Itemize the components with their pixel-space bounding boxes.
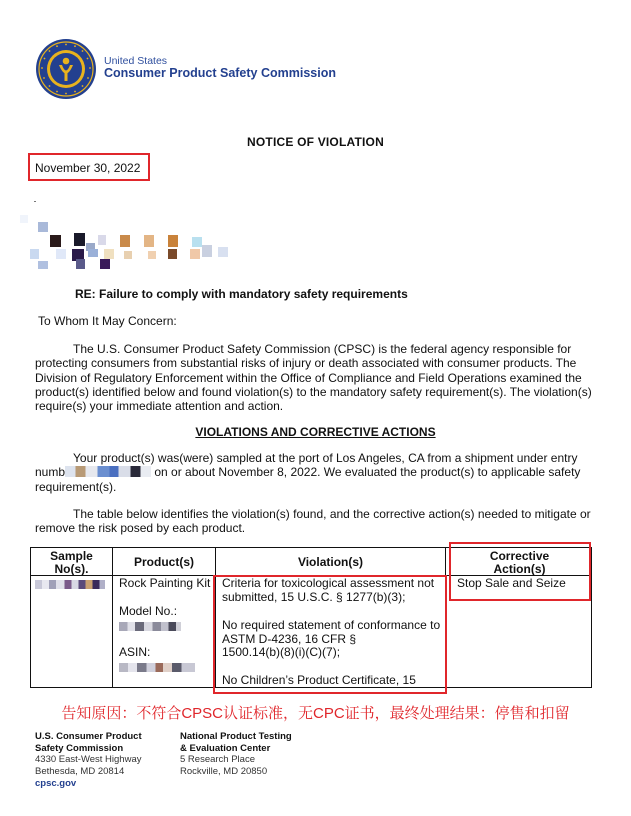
corrective-highlight-box	[449, 542, 591, 601]
redacted-model-number	[119, 620, 181, 634]
greeting: To Whom It May Concern:	[38, 314, 177, 328]
annotation-note: 告知原因：不符合CPSC认证标准，无CPC证书，最终处理结果：停售和扣留	[61, 705, 570, 722]
header-product: Product(s)	[134, 555, 194, 569]
agency-country: United States	[104, 55, 168, 67]
corrective-action: Stop Sale and Seize	[457, 576, 566, 590]
redacted-address	[20, 195, 240, 275]
table-intro-paragraph: The table below identifies the violation(s) found, and the corrective action(s) needed to mitigate or remove the risk posed by each product.	[35, 507, 591, 536]
product-name: Rock Painting Kit	[119, 576, 211, 590]
agency-name: Consumer Product Safety Commission	[104, 66, 336, 80]
header-sample: Sample No(s).	[50, 549, 93, 576]
subject-line: RE: Failure to comply with mandatory safety requirements	[75, 287, 408, 301]
header-violation: Violation(s)	[297, 555, 364, 569]
redacted-entry-number	[65, 466, 151, 477]
cpsc-seal-logo	[35, 38, 97, 100]
footer-testing-center-address: National Product Testing & Evaluation Center 5 Research Place Rockville, MD 20850	[180, 731, 292, 777]
notice-date: November 30, 2022	[35, 161, 141, 175]
violation-toxicological: Criteria for toxicological assessment not submitted, 15 U.S.C. § 1277(b)(3);	[222, 576, 435, 604]
violation-no-cpc: No Children’s Product Certificate, 15	[222, 673, 416, 687]
date-highlight-box	[28, 153, 150, 181]
violation-conformance-statement: No required statement of conformance to ASTM D-4236, 16 CFR § 1500.14(b)(8)(i)(C)(7);	[222, 618, 441, 659]
sampling-paragraph: Your product(s) was(were) sampled at the port of Los Angeles, CA from a shipment under entry numb on or about November 8, 2022. We evaluated the product(s) to applicable safety requirement(s).	[35, 451, 581, 494]
redacted-sample-number	[35, 578, 105, 592]
header-corrective: Corrective Action(s)	[489, 549, 550, 576]
model-label: Model No.:	[119, 604, 178, 618]
violation-highlight-box	[213, 575, 447, 694]
redacted-asin	[119, 661, 195, 675]
section-heading: VIOLATIONS AND CORRECTIVE ACTIONS	[195, 425, 436, 439]
asin-label: ASIN:	[119, 645, 151, 659]
footer-cpsc-address: U.S. Consumer Product Safety Commission 4330 East-West Highway Bethesda, MD 20814	[35, 731, 142, 777]
website-link[interactable]: cpsc.gov	[35, 778, 77, 789]
notice-title: NOTICE OF VIOLATION	[247, 135, 384, 149]
intro-paragraph: The U.S. Consumer Product Safety Commission (CPSC) is the federal agency responsible for protecting consumers from substantial risks of injury or death associated with consumer products. The Division of Regulatory Enforcement within the Office of Compliance and Field Operations examined the product(s) identified below and found violation(s) to the mandatory safety requirement(s). The violation(s) require(s) your immediate attention and action.	[35, 342, 592, 414]
